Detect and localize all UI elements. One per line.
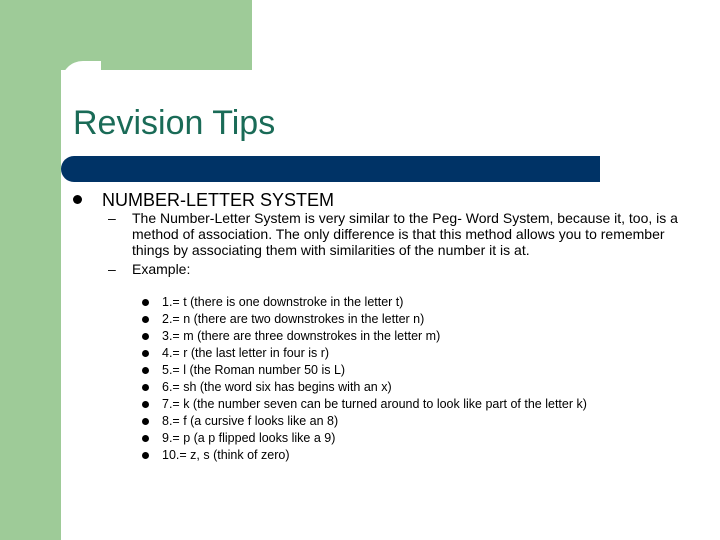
bullet-dot-icon	[73, 195, 82, 204]
list-item	[142, 447, 702, 464]
dash-icon: –	[108, 210, 116, 226]
example-list	[142, 294, 702, 464]
decorative-left-band	[0, 0, 61, 540]
list-item	[142, 311, 702, 328]
list-item-text: 7.= k (the number seven can be turned around to look like part of the letter k)	[162, 397, 587, 411]
list-item-text: 4.= r (the last letter in four is r)	[162, 346, 330, 360]
bullet-dot-icon	[142, 316, 149, 323]
list-item	[142, 328, 702, 345]
bullet-dot-icon	[142, 333, 149, 340]
list-item	[142, 413, 702, 430]
list-item-text: 1.= t (there is one downstroke in the letter t)	[162, 295, 404, 309]
bullet-dot-icon	[142, 401, 149, 408]
dash-icon: –	[108, 261, 116, 277]
list-item	[142, 379, 702, 396]
sub-bullet-text: The Number-Letter System is very similar to the Peg- Word System, because it, too, is a method of association. The only difference is that this method allows you to remember things by associating them with similarities of the number it is at.	[132, 210, 678, 258]
list-item	[142, 294, 702, 311]
list-item-text: 2.= n (there are two downstrokes in the letter n)	[162, 312, 425, 326]
list-item-text: 3.= m (there are three downstrokes in the letter m)	[162, 329, 441, 343]
list-item	[142, 345, 702, 362]
bullet-dot-icon	[142, 350, 149, 357]
slide-title: Revision Tips	[73, 104, 276, 142]
sub-bullet	[108, 210, 678, 258]
list-item	[142, 430, 702, 447]
sub-bullet	[108, 261, 678, 277]
bullet-dot-icon	[142, 435, 149, 442]
sub-bullet-text: Example:	[132, 261, 191, 277]
list-item-text: 5.= l (the Roman number 50 is L)	[162, 363, 346, 377]
list-item-text: 6.= sh (the word six has begins with an x)	[162, 380, 392, 394]
sub-bullet-list	[108, 210, 678, 277]
bullet-dot-icon	[142, 452, 149, 459]
bullet-dot-icon	[142, 384, 149, 391]
list-item-text: 8.= f (a cursive f looks like an 8)	[162, 414, 339, 428]
bullet-dot-icon	[142, 367, 149, 374]
decorative-rounded-corner	[61, 61, 101, 101]
main-bullet-text: NUMBER-LETTER SYSTEM	[102, 190, 335, 210]
list-item-text: 10.= z, s (think of zero)	[162, 448, 290, 462]
bullet-dot-icon	[142, 299, 149, 306]
bullet-dot-icon	[142, 418, 149, 425]
list-item	[142, 362, 702, 379]
main-bullet	[73, 190, 334, 210]
list-item-text: 9.= p (a p flipped looks like a 9)	[162, 431, 336, 445]
title-divider-bar	[61, 156, 600, 182]
list-item	[142, 396, 702, 413]
